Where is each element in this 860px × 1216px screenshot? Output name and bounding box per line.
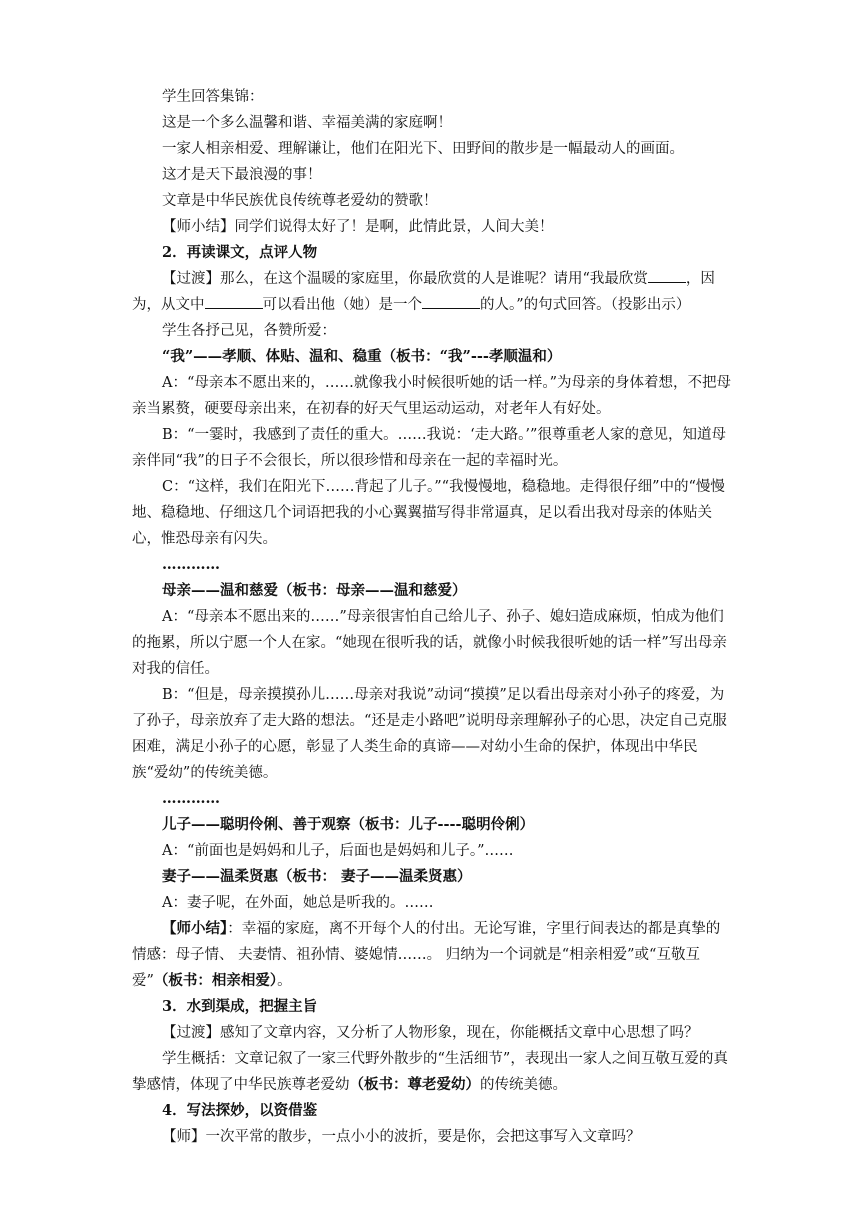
- answer-item: 这才是天下最浪漫的事！: [162, 167, 322, 183]
- fill-blank: [205, 307, 263, 309]
- transition-label: 【过渡】: [162, 1025, 220, 1041]
- teacher-label: 【师】: [162, 1129, 206, 1145]
- teacher-text: 一次平常的散步，一点小小的波折，要是你，会把这事写入文章吗？: [205, 1129, 641, 1145]
- character-wife-heading: 妻子——温柔贤惠（板书： 妻子——温柔贤惠）: [162, 868, 472, 885]
- section-2-heading: 2．再读课文，点评人物: [162, 244, 318, 261]
- transition-text: ，因为，从文中: [132, 271, 715, 313]
- character-son-heading: 儿子——聪明伶俐、善于观察（板书：儿子----聪明伶俐）: [162, 816, 535, 833]
- summary-text: ：幸福的家庭，离不开每个人的付出。无论写谁，字里行间表达的都是真挚的情感：母子情、 夫妻情、祖孙情、婆媳情……。 归纳为一个词就是“相亲相爱”或“互敬互爱”: [132, 921, 721, 989]
- character-son-point-a: A：“前面也是妈妈和儿子，后面也是妈妈和儿子。”……: [162, 843, 514, 859]
- summary-label: 【师小结】: [162, 920, 228, 937]
- board-note: （板书：尊老爱幼）: [349, 1076, 480, 1093]
- answer-item: 文章是中华民族优良传统尊老爱幼的赞歌！: [162, 193, 438, 209]
- character-mother-point-b: B：“但是，母亲摸摸孙儿……母亲对我说”动词“摸摸”足以看出母亲对小孙子的疼爱，为了孙子，母亲放弃了走大路的想法。“还是走小路吧”说明母亲理解孙子的心思，决定自己克服困难，满足小孙子的心愿，彰显了人类生命的真谛——对幼小生命的保护，体现出中华民族“爱幼”的传统美德。: [132, 687, 727, 781]
- fill-blank: [648, 281, 686, 283]
- ellipsis: …………: [162, 790, 220, 807]
- section-4-heading: 4．写法探妙，以资借鉴: [162, 1102, 318, 1119]
- transition-2: [132, 266, 732, 318]
- students-intro: 学生各抒己见，各赞所爱：: [162, 323, 336, 339]
- answer-item: 一家人相亲相爱、理解谦让，他们在阳光下、田野间的散步是一幅最动人的画面。: [162, 141, 684, 157]
- transition-3: [132, 1020, 732, 1046]
- transition-text: 的人。”的句式回答。（投影出示）: [480, 297, 691, 313]
- transition-text: 那么，在这个温暖的家庭里，你最欣赏的人是谁呢？请用“我最欣赏: [220, 271, 648, 287]
- ellipsis: …………: [162, 556, 220, 573]
- summary-text: 学生概括：文章记叙了一家三代野外散步的“生活细节”，表现出一家人之间互敬互爱的真挚感情，体现了中华民族尊老爱幼: [132, 1051, 728, 1093]
- teacher-summary-1: [132, 214, 732, 240]
- transition-label: 【过渡】: [162, 271, 220, 287]
- transition-text: 感知了文章内容，又分析了人物形象，现在，你能概括文章中心思想了吗？: [220, 1025, 699, 1041]
- teacher-summary-2: [132, 916, 732, 994]
- character-me-point-b: B：“一霎时，我感到了责任的重大。……我说：‘走大路。’”很尊重老人家的意见，知道母亲伴同“我”的日子不会很长，所以很珍惜和母亲在一起的幸福时光。: [132, 427, 726, 469]
- character-me-point-a: A：“母亲本不愿出来的，……就像我小时候很听她的话一样。”为母亲的身体着想，不把母亲当累赘，硬要母亲出来，在初春的好天气里运动运动，对老年人有好处。: [132, 375, 732, 417]
- board-note: （板书：相亲相爱）: [153, 972, 278, 989]
- character-me-point-c: C：“这样，我们在阳光下……背起了儿子。”“我慢慢地，稳稳地。走得很仔细”中的“慢慢地、稳稳地、仔细这几个词语把我的小心翼翼描写得非常逼真，足以看出我对母亲的体贴关心，惟恐母亲有闪失。: [132, 479, 725, 547]
- character-wife-point-a: A：妻子呢，在外面，她总是听我的。……: [162, 895, 434, 911]
- teacher-question: [132, 1124, 732, 1150]
- answers-title: 学生回答集锦：: [162, 89, 264, 105]
- character-mother-heading: 母亲——温和慈爱（板书：母亲——温和慈爱）: [162, 582, 467, 599]
- transition-text: 可以看出他（她）是一个: [262, 297, 422, 313]
- fill-blank: [422, 307, 480, 309]
- summary-label: 【师小结】: [162, 219, 235, 235]
- students-summary: [132, 1046, 732, 1098]
- section-3-heading: 3．水到渠成，把握主旨: [162, 998, 318, 1015]
- summary-end: 。: [277, 973, 292, 989]
- character-me-heading: “我”——孝顺、体贴、温和、稳重（板书：“我”---孝顺温和）: [162, 348, 562, 365]
- document-body: [132, 84, 732, 1150]
- summary-text: 的传统美德。: [480, 1077, 567, 1093]
- character-mother-point-a: A：“母亲本不愿出来的……”母亲很害怕自己给儿子、孙子、媳妇造成麻烦，怕成为他们的拖累，所以宁愿一个人在家。“她现在很听我的话，就像小时候我很听她的话一样”写出母亲对我的信任。: [132, 609, 727, 677]
- answer-item: 这是一个多么温馨和谐、幸福美满的家庭啊！: [162, 115, 452, 131]
- summary-text: 同学们说得太好了！是啊，此情此景，人间大美！: [234, 219, 554, 235]
